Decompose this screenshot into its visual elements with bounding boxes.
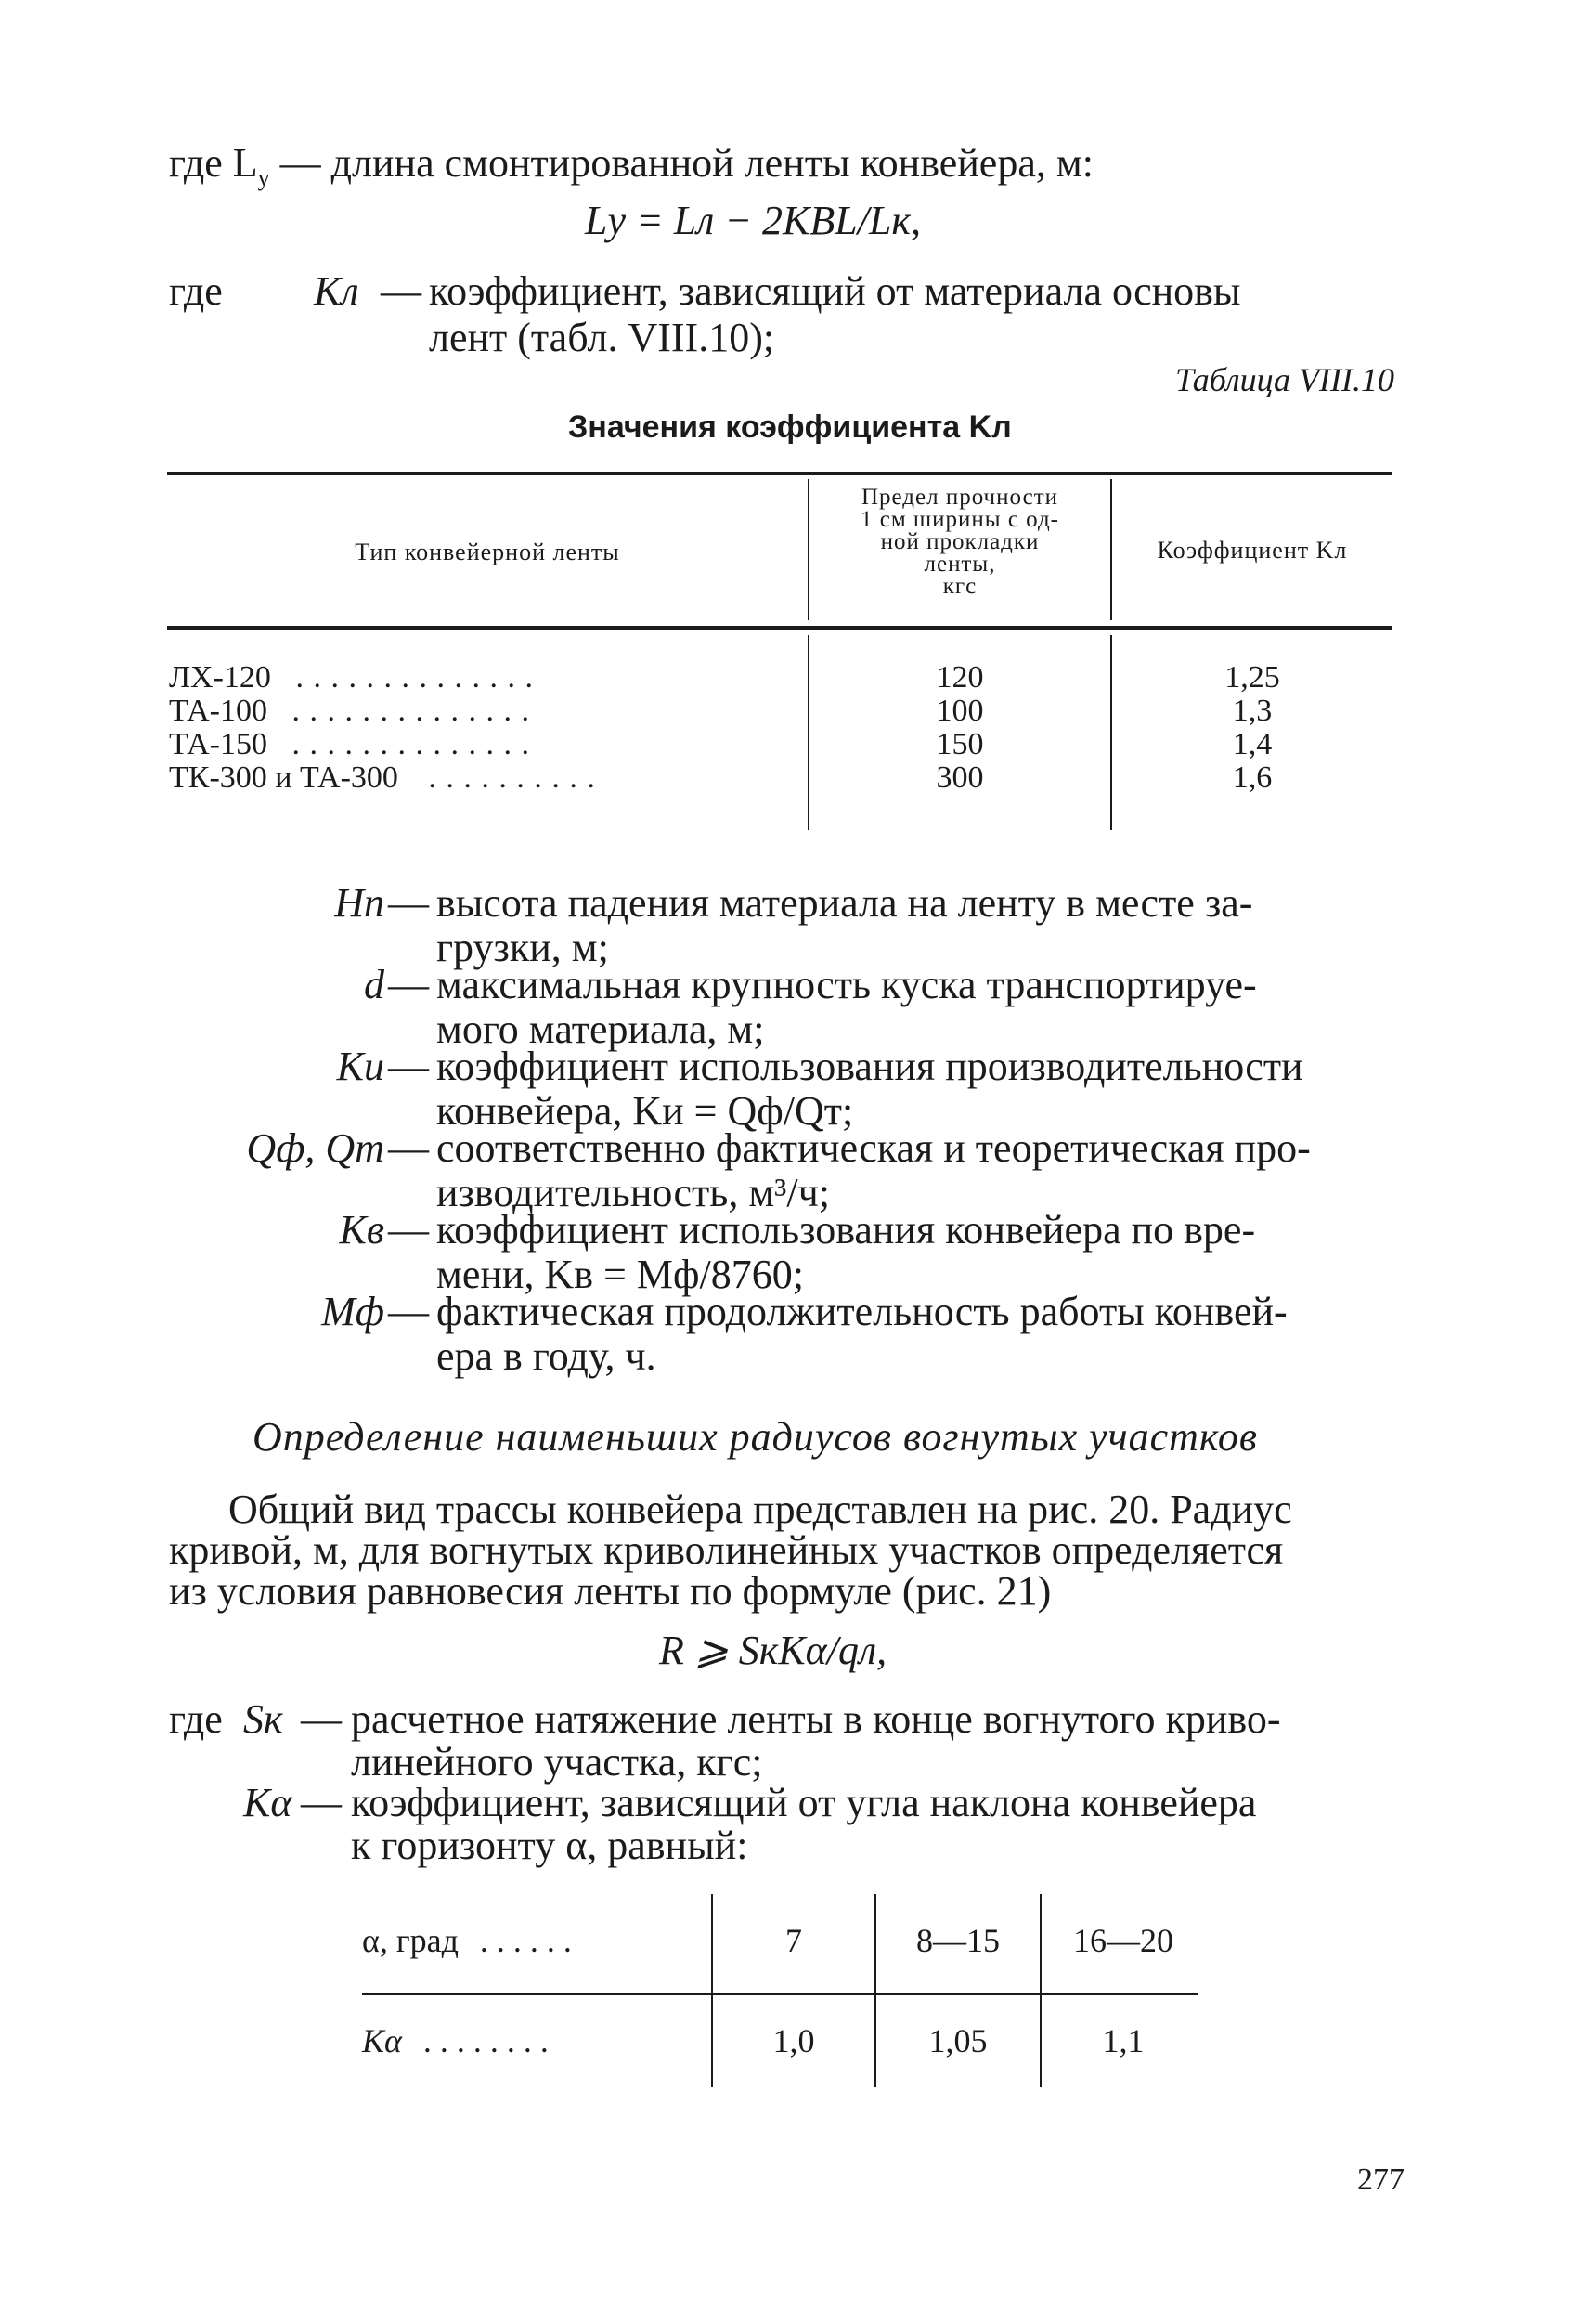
lead-where-ly: где L [169, 140, 258, 186]
def-symbol: d [364, 962, 384, 1007]
ka-label: Kα [362, 2022, 402, 2059]
alpha-dots: . . . . . . [479, 1922, 572, 1959]
kl-def-line1: коэффициент, зависящий от материала основы [429, 268, 1241, 314]
ka-value: 1,1 [1102, 2022, 1145, 2059]
table1-header-rule [167, 626, 1392, 630]
row-strength: 150 [936, 727, 984, 761]
def-line: фактическая продолжительность работы конвей- [436, 1289, 1288, 1334]
alpha-value: 7 [785, 1922, 802, 1959]
header-strength-line: кгс [942, 574, 978, 599]
alpha-label: α, град [362, 1922, 459, 1959]
def-line: коэффициент использования конвейера по вре- [436, 1207, 1256, 1253]
def-line: изводительность, м³/ч; [436, 1170, 830, 1215]
table1-row [169, 761, 596, 795]
table1-row [169, 695, 530, 728]
def-symbol: Hп [334, 880, 384, 926]
paragraph-line: кривой, м, для вогнутых криволинейных участков определяется [169, 1527, 1284, 1573]
table-title: Значения коэффициента Kл [568, 409, 1012, 445]
row-type: ЛХ-120 [169, 660, 271, 695]
def-line: коэффициент использования производительности [436, 1044, 1303, 1089]
row-coef: 1,25 [1224, 660, 1280, 695]
sk-dash: — [301, 1696, 342, 1742]
def-line: мени, Kв = Mф/8760; [436, 1252, 804, 1297]
kl-def-line2: лент (табл. VIII.10); [429, 315, 775, 360]
row-dots: . . . . . . . . . . . . . . [291, 727, 530, 761]
ka-symbol: Kα [243, 1780, 292, 1825]
paragraph-line: Общий вид трассы конвейера представлен на рис. 20. Радиус [228, 1487, 1292, 1532]
def-dash: — [388, 1044, 429, 1089]
lead-rest: — длина смонтированной ленты конвейера, м: [279, 140, 1094, 186]
page-number: 277 [1357, 2162, 1405, 2197]
row-type: ТК-300 и ТА-300 [169, 760, 398, 795]
kl-symbol: Kл [314, 268, 359, 314]
row-strength: 120 [936, 660, 984, 695]
intro-lead-line [169, 139, 1094, 192]
ly-subscript: у [257, 163, 270, 191]
table1-row [169, 661, 534, 695]
def-dash: — [388, 1207, 429, 1253]
sk-where: где [169, 1696, 223, 1742]
kl-dash: — [381, 268, 421, 314]
alpha-value: 16—20 [1073, 1922, 1173, 1959]
def-line: ера в году, ч. [436, 1333, 656, 1379]
table1-header-strength [809, 487, 1110, 598]
formula-r: R ⩾ SкKα/qл, [659, 1628, 887, 1673]
ka-dash: — [301, 1780, 342, 1825]
sk-line: линейного участка, кгс; [351, 1739, 763, 1785]
header-strength-line: 1 см ширины с од- [860, 507, 1060, 532]
ka-value: 1,0 [772, 2022, 815, 2059]
ka-value: 1,05 [928, 2022, 988, 2059]
def-line: максимальная крупность куска транспортируе- [436, 962, 1257, 1007]
table1-header-type: Тип конвейерной ленты [355, 539, 620, 565]
alpha-value: 8—15 [916, 1922, 1000, 1959]
def-dash: — [388, 880, 429, 926]
def-line: конвейера, Kи = Qф/Qт; [436, 1088, 854, 1134]
formula-ly: Lу = Lл − 2KBL/Lк, [585, 198, 922, 243]
def-line: мого материала, м; [436, 1006, 765, 1052]
def-line: грузки, м; [436, 925, 609, 970]
alpha-row-label [362, 1924, 572, 1957]
table2-hrule [362, 1993, 1198, 1995]
row-dots: . . . . . . . . . . . . . . [291, 694, 530, 728]
row-dots: . . . . . . . . . . . . . . [295, 660, 534, 695]
row-type: ТА-100 [169, 694, 267, 728]
sk-symbol: Sк [243, 1696, 283, 1742]
def-symbol: Qф, Qт [246, 1125, 384, 1171]
def-line: соответственно фактическая и теоретическая про- [436, 1125, 1311, 1171]
header-strength-line: Предел прочности [861, 485, 1059, 510]
ka-row-label [362, 2024, 549, 2058]
def-symbol: Mф [321, 1289, 384, 1334]
row-type: ТА-150 [169, 727, 267, 761]
table-label: Таблица VIII.10 [1174, 361, 1394, 398]
def-dash: — [388, 1125, 429, 1171]
row-dots: . . . . . . . . . . [428, 760, 596, 795]
def-dash: — [388, 962, 429, 1007]
row-strength: 100 [936, 694, 984, 728]
row-coef: 1,6 [1232, 760, 1273, 795]
kl-where: где [169, 268, 223, 314]
sk-line: расчетное натяжение ленты в конце вогнутого криво- [351, 1696, 1281, 1742]
def-dash: — [388, 1289, 429, 1334]
table1-row [169, 728, 530, 761]
table1-top-rule [167, 472, 1392, 475]
ka-line: коэффициент, зависящий от угла наклона конвейера [351, 1780, 1257, 1825]
table1-header-coef: Коэффициент Kл [1157, 537, 1348, 564]
def-symbol: Kв [339, 1207, 384, 1253]
section-heading: Определение наименьших радиусов вогнутых участков [253, 1414, 1258, 1460]
row-coef: 1,4 [1232, 727, 1273, 761]
row-strength: 300 [936, 760, 984, 795]
paragraph-line: из условия равновесия ленты по формуле (рис. 21) [169, 1568, 1052, 1614]
header-strength-line: ной прокладки [880, 529, 1040, 554]
def-symbol: Kи [336, 1044, 384, 1089]
header-strength-line: ленты, [924, 552, 996, 577]
row-coef: 1,3 [1232, 694, 1273, 728]
ka-dots: . . . . . . . . [422, 2022, 549, 2059]
ka-line: к горизонту α, равный: [351, 1823, 748, 1868]
def-line: высота падения материала на ленту в месте за- [436, 880, 1253, 926]
